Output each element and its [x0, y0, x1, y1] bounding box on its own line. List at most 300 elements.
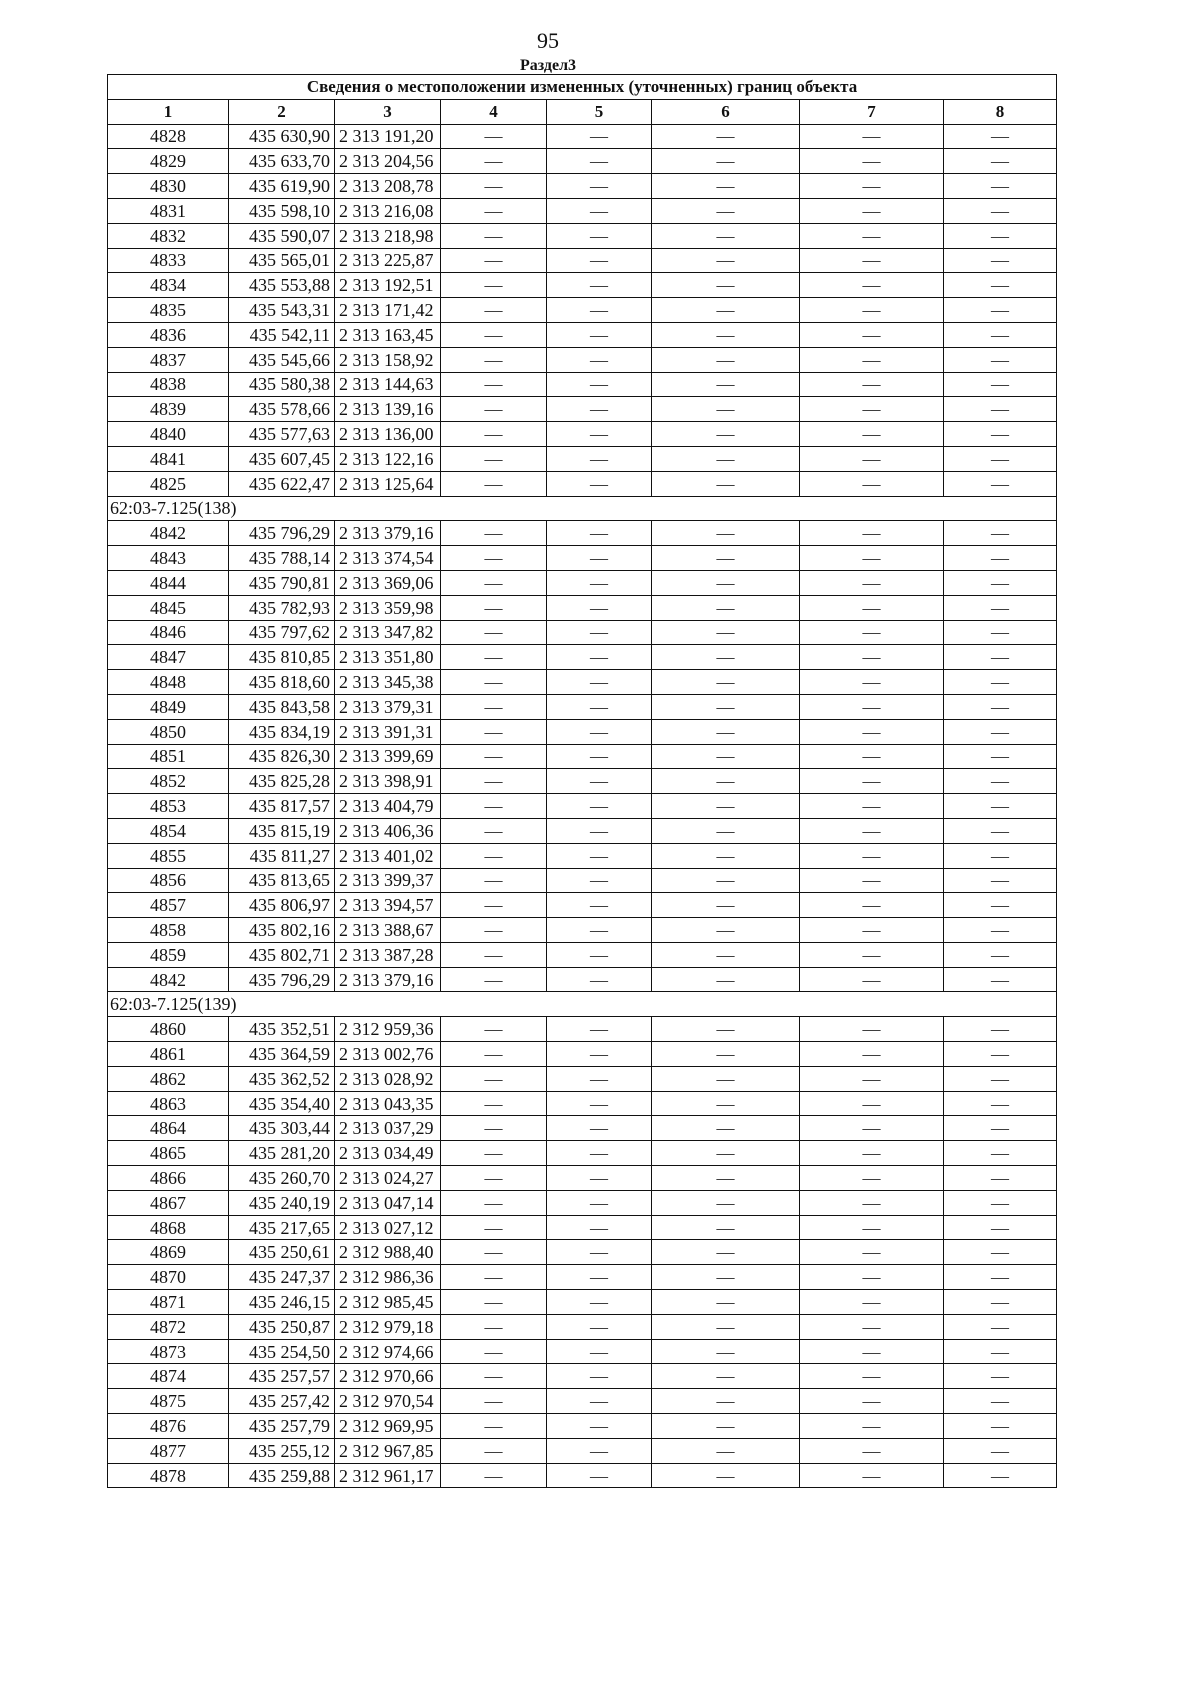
empty-value-cell: — [547, 198, 652, 223]
empty-value-cell: — [944, 521, 1057, 546]
empty-value-cell: — [944, 1091, 1057, 1116]
table-caption-row [108, 75, 1057, 100]
y-coordinate-cell: 2 313 139,16 [335, 397, 441, 422]
y-coordinate-cell: 2 312 970,66 [335, 1364, 441, 1389]
table-row [108, 719, 1057, 744]
empty-value-cell: — [800, 1166, 944, 1191]
empty-value-cell: — [652, 422, 800, 447]
empty-value-cell: — [944, 1190, 1057, 1215]
empty-value-cell: — [547, 967, 652, 992]
empty-value-cell: — [441, 1017, 547, 1042]
x-coordinate-cell: 435 790,81 [229, 570, 335, 595]
empty-value-cell: — [800, 149, 944, 174]
table-row [108, 174, 1057, 199]
empty-value-cell: — [800, 1141, 944, 1166]
point-number-cell: 4833 [108, 248, 229, 273]
empty-value-cell: — [547, 694, 652, 719]
empty-value-cell: — [944, 694, 1057, 719]
point-number-cell: 4842 [108, 967, 229, 992]
point-number-cell: 4848 [108, 670, 229, 695]
point-number-cell: 4838 [108, 372, 229, 397]
table-row [108, 942, 1057, 967]
point-number-cell: 4860 [108, 1017, 229, 1042]
empty-value-cell: — [652, 818, 800, 843]
empty-value-cell: — [652, 670, 800, 695]
point-number-cell: 4868 [108, 1215, 229, 1240]
empty-value-cell: — [441, 1141, 547, 1166]
y-coordinate-cell: 2 313 347,82 [335, 620, 441, 645]
point-number-cell: 4825 [108, 471, 229, 496]
y-coordinate-cell: 2 313 387,28 [335, 942, 441, 967]
empty-value-cell: — [800, 422, 944, 447]
x-coordinate-cell: 435 217,65 [229, 1215, 335, 1240]
section-title: Раздел3 [519, 57, 577, 74]
empty-value-cell: — [800, 1215, 944, 1240]
empty-value-cell: — [441, 322, 547, 347]
empty-value-cell: — [652, 1314, 800, 1339]
table-row [108, 893, 1057, 918]
empty-value-cell: — [652, 620, 800, 645]
empty-value-cell: — [944, 1215, 1057, 1240]
x-coordinate-cell: 435 796,29 [229, 967, 335, 992]
empty-value-cell: — [441, 868, 547, 893]
empty-value-cell: — [944, 1364, 1057, 1389]
empty-value-cell: — [547, 769, 652, 794]
empty-value-cell: — [652, 868, 800, 893]
y-coordinate-cell: 2 313 122,16 [335, 446, 441, 471]
empty-value-cell: — [652, 546, 800, 571]
x-coordinate-cell: 435 545,66 [229, 347, 335, 372]
empty-value-cell: — [441, 149, 547, 174]
empty-value-cell: — [441, 670, 547, 695]
y-coordinate-cell: 2 313 216,08 [335, 198, 441, 223]
empty-value-cell: — [944, 595, 1057, 620]
x-coordinate-cell: 435 806,97 [229, 893, 335, 918]
y-coordinate-cell: 2 312 961,17 [335, 1463, 441, 1488]
empty-value-cell: — [441, 595, 547, 620]
table-row [108, 868, 1057, 893]
empty-value-cell: — [800, 521, 944, 546]
empty-value-cell: — [944, 1240, 1057, 1265]
y-coordinate-cell: 2 313 359,98 [335, 595, 441, 620]
empty-value-cell: — [547, 1116, 652, 1141]
empty-value-cell: — [800, 248, 944, 273]
empty-value-cell: — [547, 620, 652, 645]
empty-value-cell: — [441, 223, 547, 248]
table-row [108, 347, 1057, 372]
empty-value-cell: — [547, 1389, 652, 1414]
table-row [108, 223, 1057, 248]
table-row [108, 620, 1057, 645]
empty-value-cell: — [800, 273, 944, 298]
table-row [108, 918, 1057, 943]
empty-value-cell: — [547, 744, 652, 769]
empty-value-cell: — [800, 570, 944, 595]
empty-value-cell: — [944, 1141, 1057, 1166]
y-coordinate-cell: 2 313 404,79 [335, 794, 441, 819]
y-coordinate-cell: 2 313 043,35 [335, 1091, 441, 1116]
table-row [108, 694, 1057, 719]
x-coordinate-cell: 435 260,70 [229, 1166, 335, 1191]
point-number-cell: 4867 [108, 1190, 229, 1215]
table-row [108, 322, 1057, 347]
y-coordinate-cell: 2 313 218,98 [335, 223, 441, 248]
empty-value-cell: — [547, 843, 652, 868]
x-coordinate-cell: 435 834,19 [229, 719, 335, 744]
point-number-cell: 4834 [108, 273, 229, 298]
empty-value-cell: — [547, 149, 652, 174]
empty-value-cell: — [944, 719, 1057, 744]
table-row [108, 794, 1057, 819]
y-coordinate-cell: 2 313 388,67 [335, 918, 441, 943]
empty-value-cell: — [652, 570, 800, 595]
empty-value-cell: — [441, 570, 547, 595]
y-coordinate-cell: 2 313 379,16 [335, 967, 441, 992]
x-coordinate-cell: 435 811,27 [229, 843, 335, 868]
x-coordinate-cell: 435 542,11 [229, 322, 335, 347]
x-coordinate-cell: 435 543,31 [229, 298, 335, 323]
empty-value-cell: — [652, 248, 800, 273]
empty-value-cell: — [547, 1190, 652, 1215]
point-number-cell: 4865 [108, 1141, 229, 1166]
empty-value-cell: — [652, 124, 800, 149]
point-number-cell: 4844 [108, 570, 229, 595]
y-coordinate-cell: 2 312 970,54 [335, 1389, 441, 1414]
empty-value-cell: — [944, 570, 1057, 595]
x-coordinate-cell: 435 810,85 [229, 645, 335, 670]
y-coordinate-cell: 2 313 047,14 [335, 1190, 441, 1215]
group-row [108, 992, 1057, 1017]
y-coordinate-cell: 2 313 399,37 [335, 868, 441, 893]
column-header: 2 [229, 99, 335, 124]
empty-value-cell: — [547, 719, 652, 744]
empty-value-cell: — [800, 1091, 944, 1116]
empty-value-cell: — [547, 471, 652, 496]
x-coordinate-cell: 435 259,88 [229, 1463, 335, 1488]
table-row [108, 149, 1057, 174]
empty-value-cell: — [441, 1240, 547, 1265]
empty-value-cell: — [800, 719, 944, 744]
x-coordinate-cell: 435 577,63 [229, 422, 335, 447]
empty-value-cell: — [441, 893, 547, 918]
y-coordinate-cell: 2 313 191,20 [335, 124, 441, 149]
point-number-cell: 4873 [108, 1339, 229, 1364]
empty-value-cell: — [652, 794, 800, 819]
empty-value-cell: — [652, 1339, 800, 1364]
table-row [108, 248, 1057, 273]
x-coordinate-cell: 435 553,88 [229, 273, 335, 298]
empty-value-cell: — [800, 1364, 944, 1389]
empty-value-cell: — [652, 719, 800, 744]
empty-value-cell: — [944, 397, 1057, 422]
boundary-coordinates-table [107, 74, 1057, 1488]
x-coordinate-cell: 435 580,38 [229, 372, 335, 397]
empty-value-cell: — [547, 1265, 652, 1290]
table-row [108, 1215, 1057, 1240]
point-number-cell: 4870 [108, 1265, 229, 1290]
point-number-cell: 4829 [108, 149, 229, 174]
empty-value-cell: — [800, 1463, 944, 1488]
point-number-cell: 4853 [108, 794, 229, 819]
x-coordinate-cell: 435 352,51 [229, 1017, 335, 1042]
empty-value-cell: — [547, 1042, 652, 1067]
table-row [108, 397, 1057, 422]
empty-value-cell: — [944, 967, 1057, 992]
empty-value-cell: — [441, 1463, 547, 1488]
x-coordinate-cell: 435 257,79 [229, 1414, 335, 1439]
x-coordinate-cell: 435 255,12 [229, 1438, 335, 1463]
table-row [108, 744, 1057, 769]
empty-value-cell: — [944, 1265, 1057, 1290]
point-number-cell: 4835 [108, 298, 229, 323]
x-coordinate-cell: 435 598,10 [229, 198, 335, 223]
y-coordinate-cell: 2 313 204,56 [335, 149, 441, 174]
empty-value-cell: — [441, 769, 547, 794]
empty-value-cell: — [652, 446, 800, 471]
table-row [108, 1290, 1057, 1315]
point-number-cell: 4846 [108, 620, 229, 645]
empty-value-cell: — [441, 521, 547, 546]
table-row [108, 1116, 1057, 1141]
empty-value-cell: — [800, 818, 944, 843]
empty-value-cell: — [441, 1116, 547, 1141]
y-coordinate-cell: 2 313 379,16 [335, 521, 441, 546]
empty-value-cell: — [652, 1414, 800, 1439]
empty-value-cell: — [800, 174, 944, 199]
empty-value-cell: — [944, 546, 1057, 571]
empty-value-cell: — [547, 1438, 652, 1463]
empty-value-cell: — [441, 1389, 547, 1414]
empty-value-cell: — [441, 1364, 547, 1389]
empty-value-cell: — [441, 942, 547, 967]
table-row [108, 1389, 1057, 1414]
empty-value-cell: — [441, 397, 547, 422]
empty-value-cell: — [547, 918, 652, 943]
empty-value-cell: — [652, 1389, 800, 1414]
x-coordinate-cell: 435 257,57 [229, 1364, 335, 1389]
point-number-cell: 4845 [108, 595, 229, 620]
table-row [108, 1339, 1057, 1364]
empty-value-cell: — [800, 124, 944, 149]
table-row [108, 422, 1057, 447]
empty-value-cell: — [800, 893, 944, 918]
y-coordinate-cell: 2 313 192,51 [335, 273, 441, 298]
y-coordinate-cell: 2 313 379,31 [335, 694, 441, 719]
empty-value-cell: — [547, 818, 652, 843]
y-coordinate-cell: 2 313 394,57 [335, 893, 441, 918]
table-caption: Сведения о местоположении измененных (уточненных) границ объекта [108, 75, 1057, 100]
point-number-cell: 4875 [108, 1389, 229, 1414]
empty-value-cell: — [652, 1265, 800, 1290]
point-number-cell: 4828 [108, 124, 229, 149]
empty-value-cell: — [800, 595, 944, 620]
empty-value-cell: — [547, 273, 652, 298]
empty-value-cell: — [652, 471, 800, 496]
point-number-cell: 4837 [108, 347, 229, 372]
empty-value-cell: — [800, 794, 944, 819]
empty-value-cell: — [944, 347, 1057, 372]
empty-value-cell: — [652, 1066, 800, 1091]
y-coordinate-cell: 2 313 024,27 [335, 1166, 441, 1191]
empty-value-cell: — [944, 744, 1057, 769]
empty-value-cell: — [944, 298, 1057, 323]
table-row [108, 1240, 1057, 1265]
x-coordinate-cell: 435 825,28 [229, 769, 335, 794]
empty-value-cell: — [441, 918, 547, 943]
empty-value-cell: — [547, 1314, 652, 1339]
y-coordinate-cell: 2 313 208,78 [335, 174, 441, 199]
empty-value-cell: — [800, 1339, 944, 1364]
empty-value-cell: — [441, 620, 547, 645]
x-coordinate-cell: 435 590,07 [229, 223, 335, 248]
y-coordinate-cell: 2 313 002,76 [335, 1042, 441, 1067]
table-row [108, 843, 1057, 868]
empty-value-cell: — [652, 769, 800, 794]
y-coordinate-cell: 2 313 034,49 [335, 1141, 441, 1166]
empty-value-cell: — [547, 372, 652, 397]
table-row [108, 1141, 1057, 1166]
empty-value-cell: — [800, 967, 944, 992]
empty-value-cell: — [547, 1215, 652, 1240]
y-coordinate-cell: 2 312 974,66 [335, 1339, 441, 1364]
x-coordinate-cell: 435 826,30 [229, 744, 335, 769]
empty-value-cell: — [800, 1066, 944, 1091]
empty-value-cell: — [800, 546, 944, 571]
table-row [108, 1017, 1057, 1042]
empty-value-cell: — [944, 893, 1057, 918]
table-row [108, 1265, 1057, 1290]
empty-value-cell: — [800, 1017, 944, 1042]
empty-value-cell: — [944, 670, 1057, 695]
table-row [108, 372, 1057, 397]
empty-value-cell: — [800, 372, 944, 397]
point-number-cell: 4840 [108, 422, 229, 447]
empty-value-cell: — [441, 794, 547, 819]
group-label: 62:03-7.125(139) [108, 992, 1057, 1017]
empty-value-cell: — [944, 1066, 1057, 1091]
y-coordinate-cell: 2 313 369,06 [335, 570, 441, 595]
empty-value-cell: — [944, 273, 1057, 298]
empty-value-cell: — [547, 1166, 652, 1191]
empty-value-cell: — [441, 719, 547, 744]
empty-value-cell: — [944, 620, 1057, 645]
x-coordinate-cell: 435 818,60 [229, 670, 335, 695]
y-coordinate-cell: 2 313 144,63 [335, 372, 441, 397]
empty-value-cell: — [652, 149, 800, 174]
x-coordinate-cell: 435 247,37 [229, 1265, 335, 1290]
empty-value-cell: — [441, 546, 547, 571]
empty-value-cell: — [652, 397, 800, 422]
empty-value-cell: — [944, 1166, 1057, 1191]
point-number-cell: 4839 [108, 397, 229, 422]
empty-value-cell: — [547, 1240, 652, 1265]
point-number-cell: 4859 [108, 942, 229, 967]
x-coordinate-cell: 435 362,52 [229, 1066, 335, 1091]
empty-value-cell: — [441, 694, 547, 719]
empty-value-cell: — [944, 422, 1057, 447]
empty-value-cell: — [547, 1091, 652, 1116]
table-row [108, 645, 1057, 670]
x-coordinate-cell: 435 630,90 [229, 124, 335, 149]
empty-value-cell: — [652, 322, 800, 347]
empty-value-cell: — [441, 1091, 547, 1116]
empty-value-cell: — [944, 942, 1057, 967]
empty-value-cell: — [944, 769, 1057, 794]
y-coordinate-cell: 2 313 028,92 [335, 1066, 441, 1091]
empty-value-cell: — [441, 1042, 547, 1067]
x-coordinate-cell: 435 257,42 [229, 1389, 335, 1414]
empty-value-cell: — [652, 1116, 800, 1141]
empty-value-cell: — [547, 1290, 652, 1315]
table-row [108, 273, 1057, 298]
empty-value-cell: — [944, 794, 1057, 819]
x-coordinate-cell: 435 303,44 [229, 1116, 335, 1141]
empty-value-cell: — [652, 1215, 800, 1240]
table-row [108, 818, 1057, 843]
empty-value-cell: — [800, 918, 944, 943]
column-header: 4 [441, 99, 547, 124]
empty-value-cell: — [547, 670, 652, 695]
empty-value-cell: — [441, 1314, 547, 1339]
point-number-cell: 4874 [108, 1364, 229, 1389]
empty-value-cell: — [652, 967, 800, 992]
empty-value-cell: — [547, 868, 652, 893]
empty-value-cell: — [800, 446, 944, 471]
empty-value-cell: — [944, 124, 1057, 149]
empty-value-cell: — [652, 1141, 800, 1166]
empty-value-cell: — [441, 298, 547, 323]
empty-value-cell: — [800, 198, 944, 223]
empty-value-cell: — [944, 1339, 1057, 1364]
empty-value-cell: — [800, 1438, 944, 1463]
x-coordinate-cell: 435 815,19 [229, 818, 335, 843]
empty-value-cell: — [547, 248, 652, 273]
point-number-cell: 4847 [108, 645, 229, 670]
y-coordinate-cell: 2 313 345,38 [335, 670, 441, 695]
empty-value-cell: — [944, 1414, 1057, 1439]
empty-value-cell: — [441, 471, 547, 496]
group-label: 62:03-7.125(138) [108, 496, 1057, 521]
empty-value-cell: — [944, 372, 1057, 397]
empty-value-cell: — [652, 1290, 800, 1315]
y-coordinate-cell: 2 313 163,45 [335, 322, 441, 347]
empty-value-cell: — [800, 1414, 944, 1439]
empty-value-cell: — [652, 1438, 800, 1463]
empty-value-cell: — [547, 1364, 652, 1389]
empty-value-cell: — [652, 645, 800, 670]
empty-value-cell: — [441, 1438, 547, 1463]
y-coordinate-cell: 2 312 967,85 [335, 1438, 441, 1463]
group-row [108, 496, 1057, 521]
table-row [108, 124, 1057, 149]
empty-value-cell: — [441, 645, 547, 670]
table-row [108, 1190, 1057, 1215]
empty-value-cell: — [944, 446, 1057, 471]
empty-value-cell: — [547, 595, 652, 620]
empty-value-cell: — [800, 1240, 944, 1265]
x-coordinate-cell: 435 817,57 [229, 794, 335, 819]
point-number-cell: 4861 [108, 1042, 229, 1067]
x-coordinate-cell: 435 788,14 [229, 546, 335, 571]
point-number-cell: 4855 [108, 843, 229, 868]
empty-value-cell: — [800, 645, 944, 670]
empty-value-cell: — [944, 1290, 1057, 1315]
column-header: 8 [944, 99, 1057, 124]
empty-value-cell: — [944, 1314, 1057, 1339]
empty-value-cell: — [652, 1364, 800, 1389]
empty-value-cell: — [547, 570, 652, 595]
empty-value-cell: — [652, 744, 800, 769]
